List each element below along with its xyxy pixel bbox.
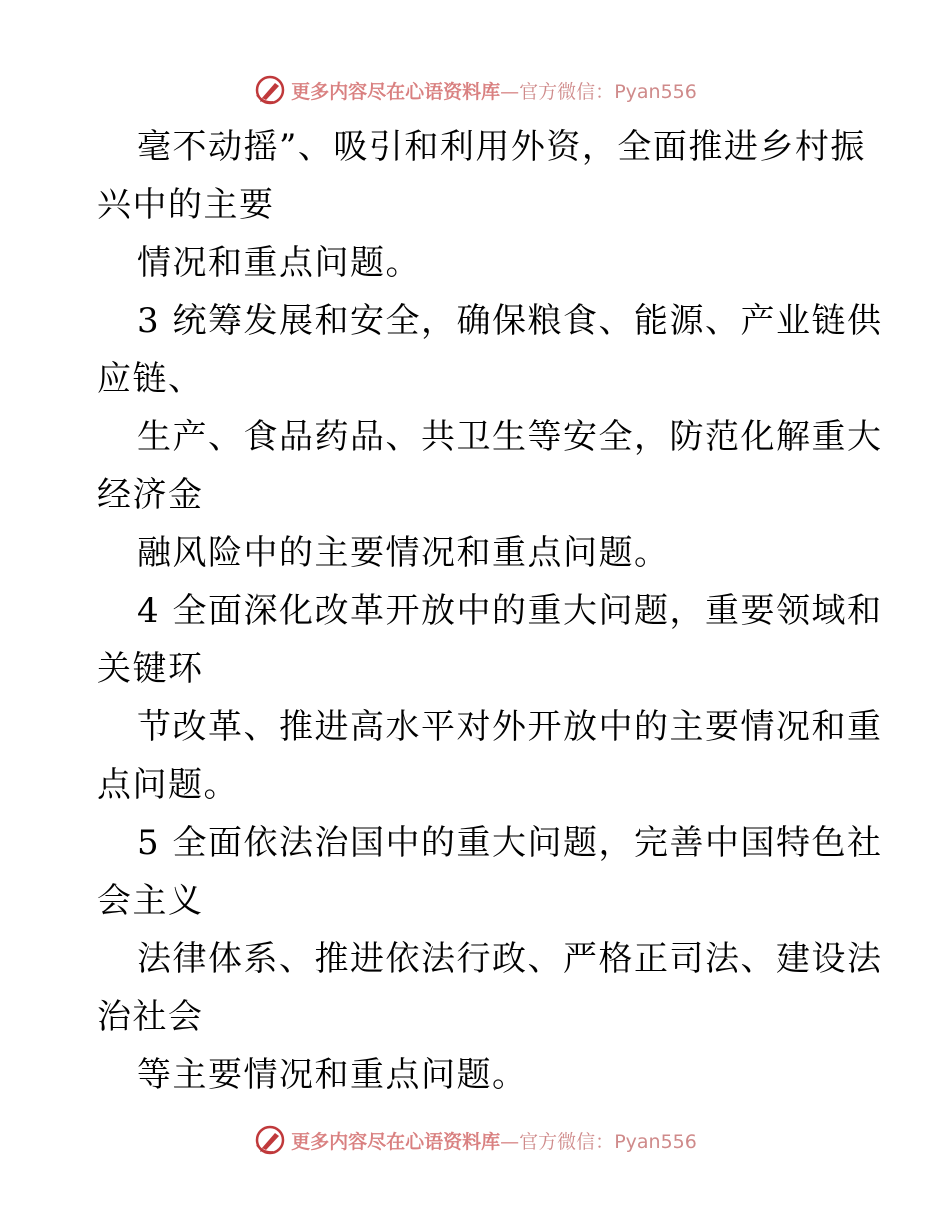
text-line: 点问题。 — [97, 765, 239, 805]
banner-wechat-label: 官方微信： — [519, 1130, 615, 1153]
text-line: 5 全面依法治国中的重大问题，完善中国特色社 — [137, 823, 883, 863]
text-line: 生产、食品药品、共卫生等安全，防范化解重大 — [137, 417, 883, 457]
document-body — [97, 118, 883, 1104]
header-banner — [0, 70, 950, 110]
text-line: 4 全面深化改革开放中的重大问题，重要领域和 — [137, 591, 883, 631]
text-line: 治社会 — [97, 997, 204, 1037]
text-line: 情况和重点问题。 — [137, 243, 421, 283]
banner-separator: — — [500, 80, 520, 103]
header-banner-text — [291, 77, 697, 104]
text-line: 关键环 — [97, 649, 204, 689]
text-line: 经济金 — [97, 475, 204, 515]
footer-banner-text — [291, 1127, 697, 1154]
text-line: 节改革、推进高水平对外开放中的主要情况和重 — [137, 707, 883, 747]
banner-wechat-id: Pyan556 — [614, 80, 697, 103]
banner-wechat-label: 官方微信： — [519, 80, 615, 103]
banner-wechat-id: Pyan556 — [614, 1130, 697, 1153]
banner-site-name: 更多内容尽在心语资料库 — [291, 1130, 501, 1153]
text-line: 法律体系、推进依法行政、严格正司法、建设法 — [137, 939, 883, 979]
text-line: 3 统筹发展和安全，确保粮食、能源、产业链供 — [137, 301, 883, 341]
pen-logo-icon — [253, 1123, 287, 1157]
banner-site-name: 更多内容尽在心语资料库 — [291, 80, 501, 103]
pen-logo-icon — [253, 73, 287, 107]
footer-banner — [0, 1120, 950, 1160]
text-line: 毫不动摇”、吸引和利用外资，全面推进乡村振 — [137, 127, 866, 167]
text-line: 兴中的主要 — [97, 185, 275, 225]
text-line: 等主要情况和重点问题。 — [137, 1055, 528, 1095]
banner-separator: — — [500, 1130, 520, 1153]
text-line: 融风险中的主要情况和重点问题。 — [137, 533, 670, 573]
text-line: 应链、 — [97, 359, 204, 399]
text-line: 会主义 — [97, 881, 204, 921]
